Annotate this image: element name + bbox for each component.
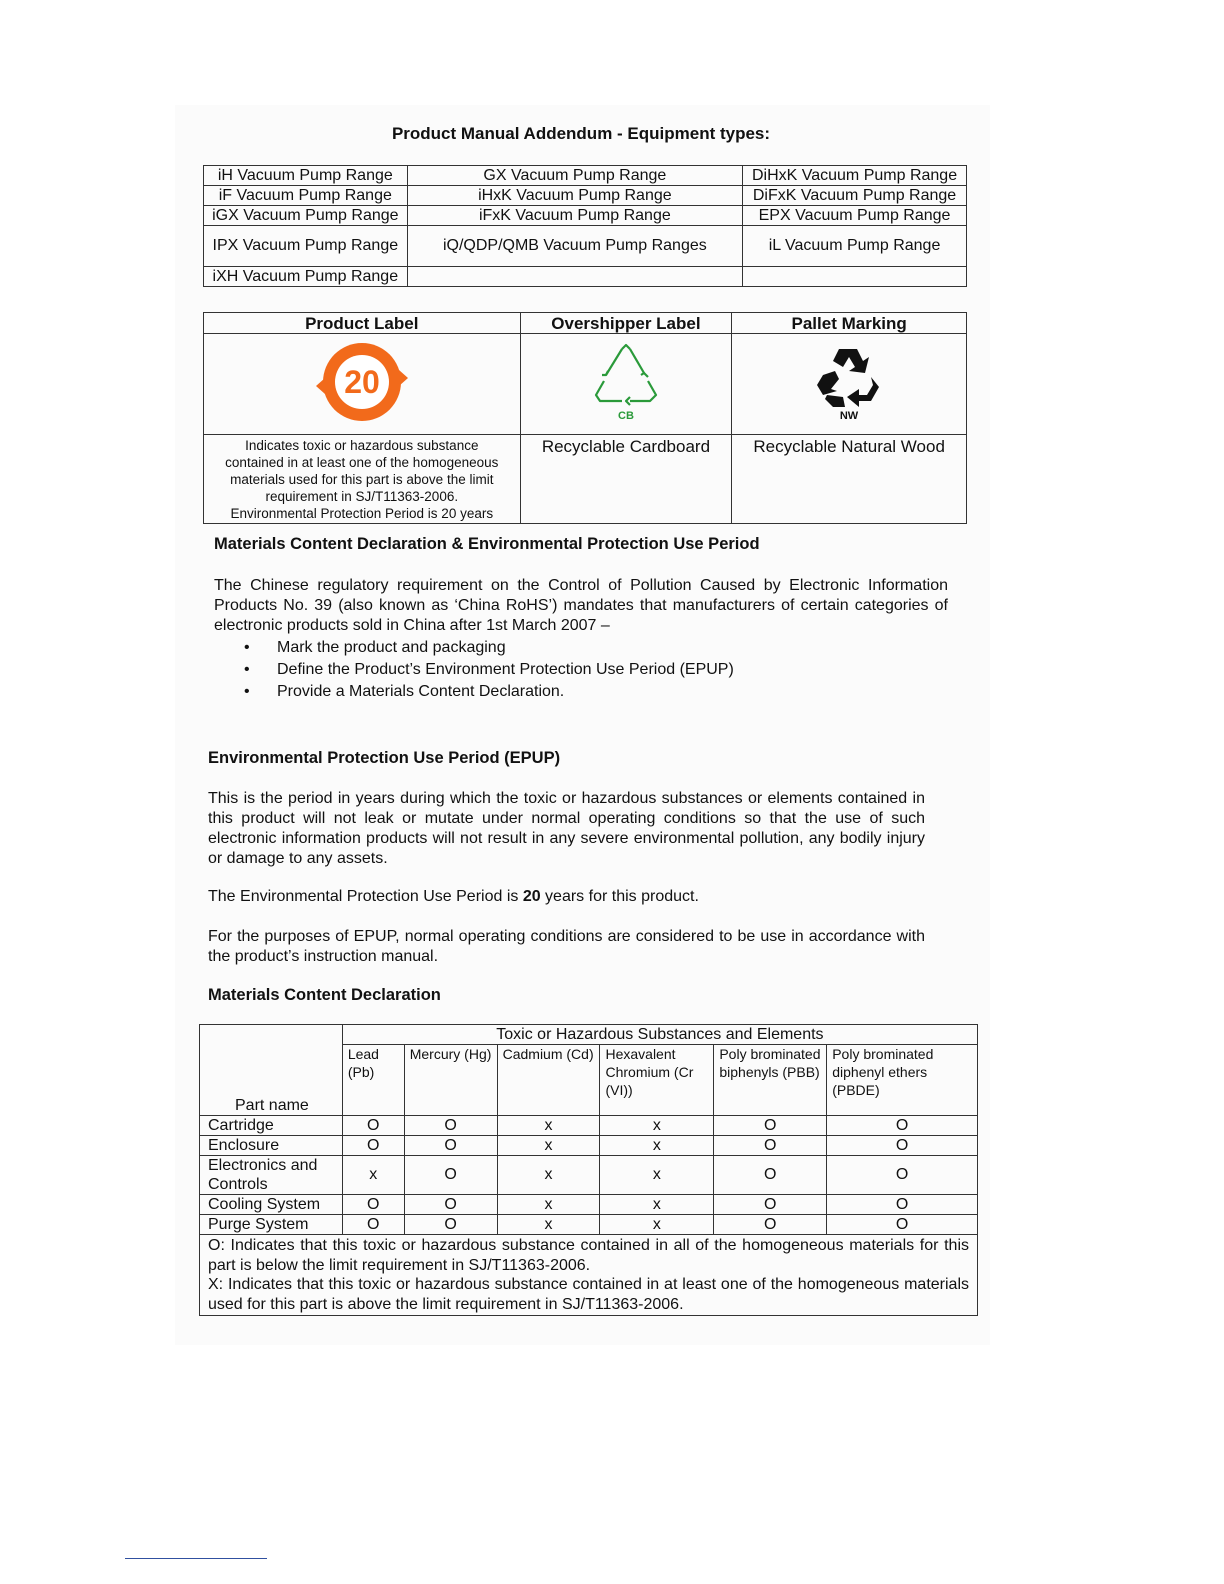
substance-mark: x <box>497 1156 600 1195</box>
table-row <box>204 267 967 287</box>
substance-mark: O <box>827 1136 978 1156</box>
table-row <box>204 186 967 206</box>
column-header-cadmium: Cadmium (Cd) <box>497 1045 600 1116</box>
column-header-hexavalent-chromium: Hexavalent Chromium (Cr (VI)) <box>600 1045 714 1116</box>
legend-cell <box>200 1235 978 1316</box>
column-header-mercury: Mercury (Hg) <box>404 1045 497 1116</box>
substance-mark: O <box>404 1195 497 1215</box>
product-label-header: Product Label <box>204 313 521 334</box>
epup-text-after: years for this product. <box>540 888 699 905</box>
table-row <box>200 1195 978 1215</box>
table-row <box>204 313 967 334</box>
recycle-symbol-icon <box>809 341 889 423</box>
table-row <box>200 1235 978 1316</box>
substance-mark: x <box>600 1136 714 1156</box>
materials-table <box>199 1024 978 1316</box>
part-name: Purge System <box>200 1215 343 1235</box>
table-row <box>200 1136 978 1156</box>
table-cell: GX Vacuum Pump Range <box>407 166 742 186</box>
table-row <box>204 435 967 524</box>
substance-mark: O <box>714 1136 827 1156</box>
recycle-triangle-icon <box>586 341 666 423</box>
part-name: Enclosure <box>200 1136 343 1156</box>
substance-mark: x <box>497 1195 600 1215</box>
section-heading-mcd: Materials Content Declaration <box>208 986 441 1004</box>
part-name: Cooling System <box>200 1195 343 1215</box>
column-header-pbb: Poly brominated biphenyls (PBB) <box>714 1045 827 1116</box>
table-cell <box>743 267 967 287</box>
list-item: • Define the Product’s Environment Protection Use Period (EPUP) <box>240 659 734 681</box>
substance-mark: O <box>827 1156 978 1195</box>
table-row <box>200 1156 978 1195</box>
epup-conditions-paragraph: For the purposes of EPUP, normal operating conditions are considered to be use in accordance with the product’s instruction manual. <box>208 928 925 965</box>
list-item: • Provide a Materials Content Declaration. <box>240 681 734 703</box>
table-row <box>204 206 967 226</box>
legend-o: O: Indicates that this toxic or hazardous substance contained in all of the homogeneous materials for this part is below the limit requirement in SJ/T11363-2006. <box>208 1237 969 1274</box>
epup-years: 20 <box>522 888 541 905</box>
table-row <box>200 1025 978 1045</box>
legend-x: X: Indicates that this toxic or hazardous substance contained in at least one of the homogeneous materials used for this part is above the limit requirement in SJ/T11363-2006. <box>208 1276 969 1313</box>
list-item: • Mark the product and packaging <box>240 637 734 659</box>
substance-mark: x <box>497 1136 600 1156</box>
table-row <box>200 1116 978 1136</box>
substance-mark: x <box>600 1215 714 1235</box>
column-header-pbde: Poly brominated diphenyl ethers (PBDE) <box>827 1045 978 1116</box>
substance-mark: x <box>497 1116 600 1136</box>
substance-mark: O <box>714 1116 827 1136</box>
pallet-code: NW <box>839 409 859 422</box>
epp-20-icon <box>312 340 412 424</box>
section-heading-epup: Environmental Protection Use Period (EPUP) <box>208 749 561 767</box>
overshipper-code: CB <box>617 409 634 422</box>
table-cell: iL Vacuum Pump Range <box>743 226 967 267</box>
table-cell <box>407 267 742 287</box>
part-name-header: Part name <box>200 1025 343 1116</box>
pallet-description: Recyclable Natural Wood <box>732 435 967 524</box>
table-row <box>204 226 967 267</box>
overshipper-label-header: Overshipper Label <box>520 313 732 334</box>
overshipper-description: Recyclable Cardboard <box>520 435 732 524</box>
substance-mark: O <box>827 1116 978 1136</box>
product-label-cell <box>204 334 521 435</box>
substance-mark: O <box>714 1195 827 1215</box>
toxic-description: Indicates toxic or hazardous substance contained in at least one of the homogeneous materials used for this part is above the limit requirement in SJ/T11363-2006. <box>225 438 499 504</box>
substance-mark: x <box>497 1215 600 1235</box>
table-row <box>200 1215 978 1235</box>
table-cell: iQ/QDP/QMB Vacuum Pump Ranges <box>407 226 742 267</box>
substance-mark: O <box>404 1116 497 1136</box>
substances-group-header: Toxic or Hazardous Substances and Elements <box>342 1025 977 1045</box>
substance-mark: O <box>404 1156 497 1195</box>
substance-mark: O <box>827 1195 978 1215</box>
overshipper-label-cell <box>520 334 732 435</box>
table-cell: IPX Vacuum Pump Range <box>204 226 408 267</box>
section-heading-mcd-epup: Materials Content Declaration & Environmental Protection Use Period <box>214 535 760 553</box>
china-rohs-paragraph: The Chinese regulatory requirement on the Control of Pollution Caused by Electronic Information Products No. 39 (also known as ‘China RoHS’) mandates that manufacturers of certain categories of electronic products sold in China after 1st March 2007 – <box>214 577 948 634</box>
substance-mark: O <box>342 1215 404 1235</box>
substance-mark: O <box>714 1215 827 1235</box>
pallet-marking-cell <box>732 334 967 435</box>
equipment-table <box>203 165 967 287</box>
pallet-marking-header: Pallet Marking <box>732 313 967 334</box>
table-cell: iXH Vacuum Pump Range <box>204 267 408 287</box>
table-cell: iF Vacuum Pump Range <box>204 186 408 206</box>
table-cell: EPX Vacuum Pump Range <box>743 206 967 226</box>
substance-mark: O <box>342 1116 404 1136</box>
substance-mark: O <box>714 1156 827 1195</box>
table-row <box>204 334 967 435</box>
substance-mark: x <box>600 1195 714 1215</box>
substance-mark: O <box>404 1136 497 1156</box>
table-cell: iFxK Vacuum Pump Range <box>407 206 742 226</box>
substance-mark: O <box>342 1195 404 1215</box>
table-cell: iHxK Vacuum Pump Range <box>407 186 742 206</box>
footnote-separator <box>125 1558 267 1559</box>
substance-mark: O <box>342 1136 404 1156</box>
epup-period-paragraph <box>208 887 925 907</box>
substance-mark: x <box>600 1156 714 1195</box>
page-title: Product Manual Addendum - Equipment types: <box>391 124 771 143</box>
table-cell: DiFxK Vacuum Pump Range <box>743 186 967 206</box>
table-cell: DiHxK Vacuum Pump Range <box>743 166 967 186</box>
table-cell: iGX Vacuum Pump Range <box>204 206 408 226</box>
epup-text-before: The Environmental Protection Use Period is <box>208 888 523 905</box>
product-label-description <box>204 435 521 524</box>
labels-table <box>203 312 967 524</box>
column-header-lead: Lead (Pb) <box>342 1045 404 1116</box>
substance-mark: O <box>404 1215 497 1235</box>
requirements-list <box>240 637 734 703</box>
part-name: Electronics and Controls <box>200 1156 343 1195</box>
epp-line: Environmental Protection Period is 20 years <box>230 506 494 521</box>
epup-definition-paragraph: This is the period in years during which the toxic or hazardous substances or elements contained in this product will not leak or mutate under normal operating conditions so that the use of such electronic information products will not result in any severe environmental pollution, any bodily injury or damage to any assets. <box>208 790 925 867</box>
part-name: Cartridge <box>200 1116 343 1136</box>
table-row <box>204 166 967 186</box>
substance-mark: O <box>827 1215 978 1235</box>
epp-number: 20 <box>343 363 380 400</box>
substance-mark: x <box>342 1156 404 1195</box>
table-cell: iH Vacuum Pump Range <box>204 166 408 186</box>
substance-mark: x <box>600 1116 714 1136</box>
